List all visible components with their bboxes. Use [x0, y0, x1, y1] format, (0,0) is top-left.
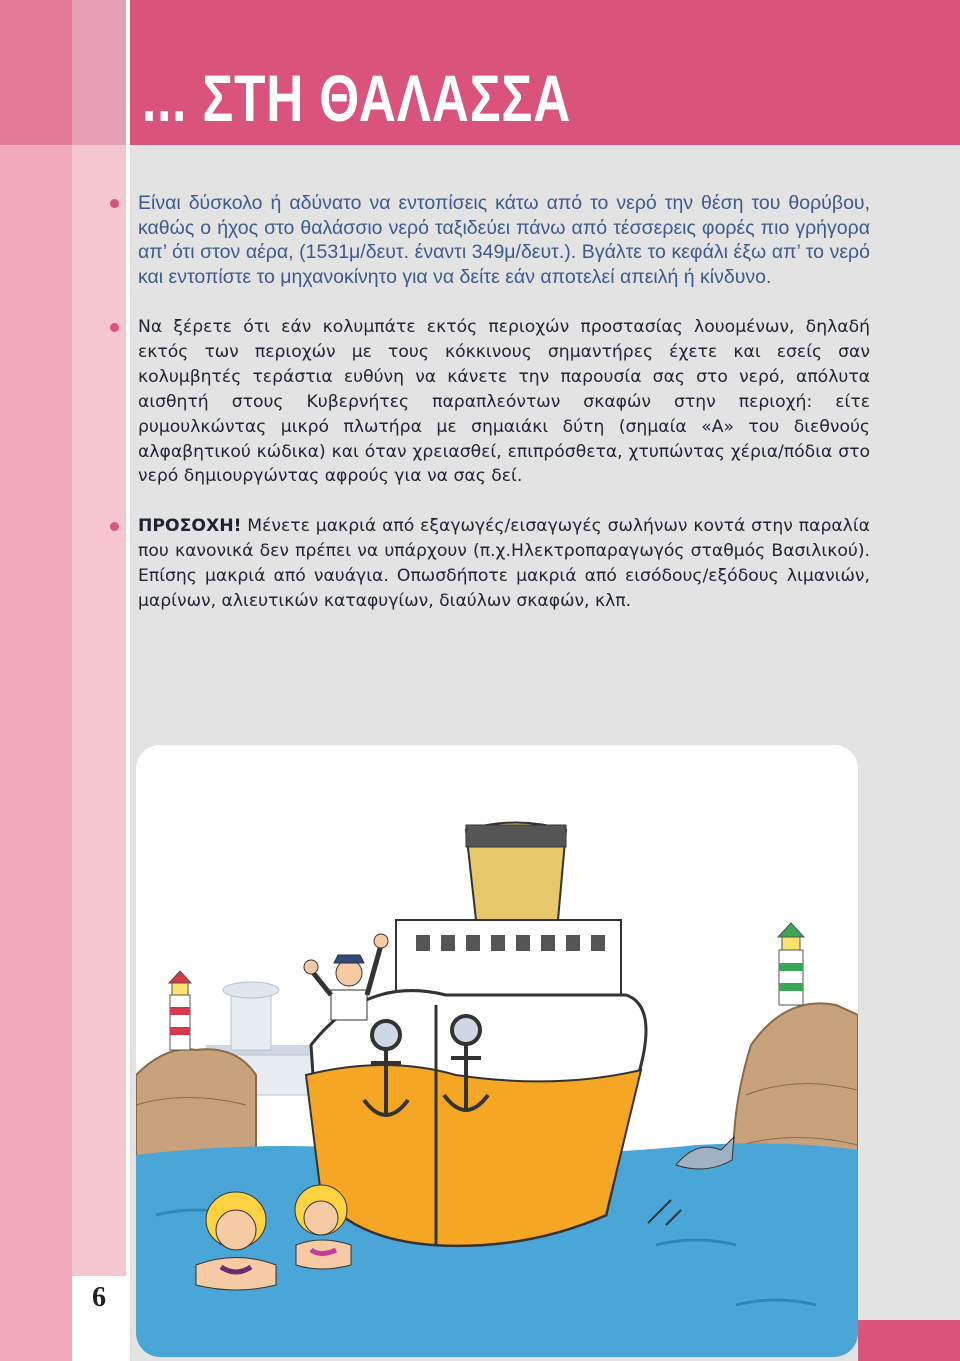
left-stripe-outer: [0, 0, 72, 1361]
bullet-item-sound: [110, 191, 870, 289]
bullet-dot-icon: [110, 323, 119, 332]
bullet-dot-icon: [110, 199, 119, 208]
bullet-text: Να ξέρετε ότι εάν κολυμπάτε εκτός περιοχών προστασίας λουομένων, δηλαδή εκτός των περιοχών με τους κόκκινους σημαντήρες έχετε και εσείς σαν κολυμβητές τεράστια ευθύνη να κάνετε την παρουσία σας στο νερό, απόλυτα αισθητή στους Κυβερνήτες παραπλεόντων σκαφών στην περιοχή: είτε ρυμουλκώντας μικρό πλωτήρα με σημαιάκι δύτη (σημαία «Α» του διεθνούς αλφαβητικού κώδικα) και όταν χρειασθεί, επιπρόσθετα, χτυπώντας χέρια/πόδια στο νερό δημιουργώντας αφρούς για να σας δεί.: [138, 317, 870, 487]
bullet-item-attention: [110, 514, 870, 614]
bottom-accent-bar: [858, 1320, 960, 1361]
sea-illustration: [136, 745, 858, 1357]
header-stripe-inner: [72, 0, 126, 145]
header-stripe-outer: [0, 0, 72, 145]
bullet-text: Είναι δύσκολο ή αδύνατο να εντοπίσεις κάτω από το νερό την θέση του θορύβου, καθώς ο ήχος στο θαλάσσιο νερό ταξιδεύει πάνω από τέσσερεις φορές πιο γρήγορα απ’ ότι στον αέρα, (1531μ/δευτ. έναντι 349μ/δευτ.). Βγάλτε το κεφάλι έξω απ’ το νερό και εντοπίστε το μηχανοκίνητο για να δείτε εάν αποτελεί απειλή ή κίνδυνο.: [138, 192, 870, 288]
page-title: ... ΣΤΗ ΘΑΛΑΣΣΑ: [142, 61, 572, 135]
bullet-list: [110, 191, 870, 614]
attention-label: ΠΡΟΣΟΧΗ!: [138, 516, 242, 537]
illustration-svg: [136, 745, 858, 1357]
bullet-dot-icon: [110, 522, 119, 531]
header-band: [0, 0, 960, 145]
lighthouse-icon: [169, 971, 191, 1050]
bullet-text: Μένετε μακριά από εξαγωγές/εισαγωγές σωλήνων κοντά στην παραλία που κανονικά δεν πρέπει να υπάρχουν (π.χ.Ηλεκτροπαραγωγός σταθμός Βασιλικού). Επίσης μακριά από ναυάγια. Οπωσδήποτε μακριά από εισόδους/εξόδους λιμανιών, μαρίνων, αλιευτικών καταφυγίων, διαύλων σκαφών, κλπ.: [138, 516, 870, 612]
page-number: 6: [92, 1282, 106, 1313]
bullet-item-visibility: [110, 315, 870, 489]
lighthouse-icon: [778, 923, 804, 1005]
